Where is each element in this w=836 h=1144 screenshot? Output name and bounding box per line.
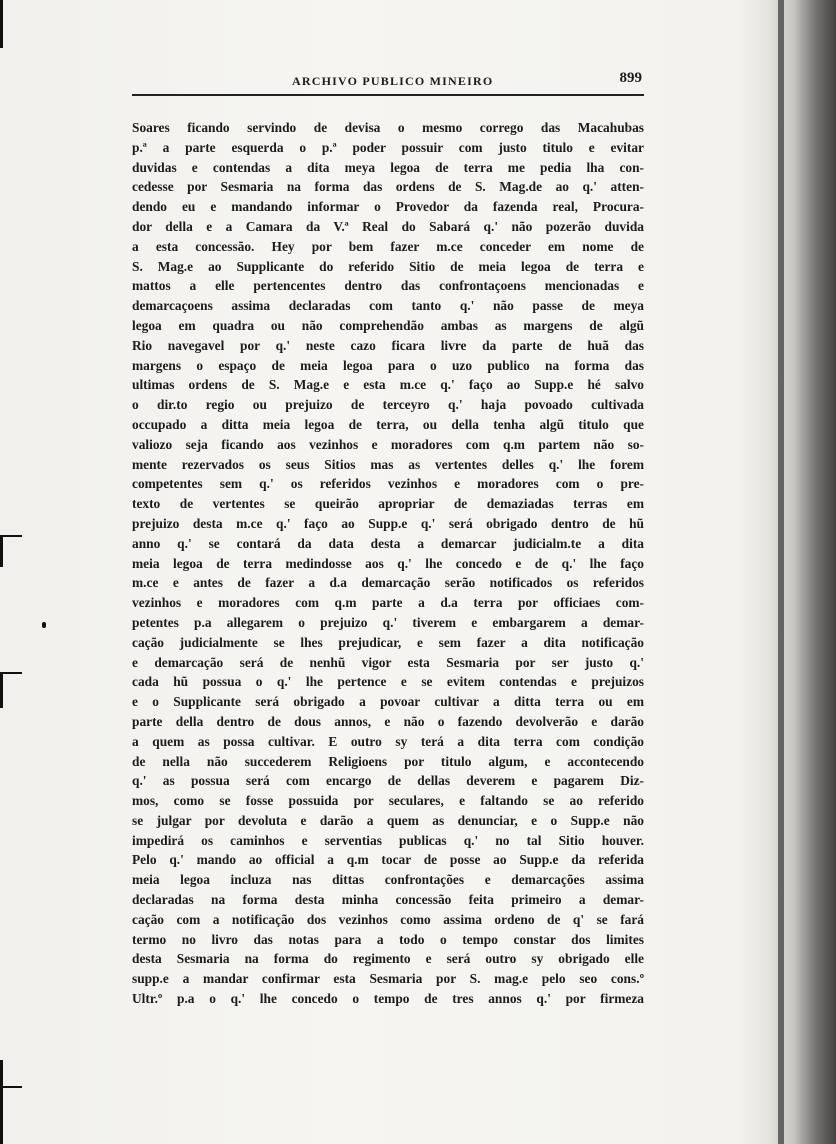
running-head: ARCHIVO PUBLICO MINEIRO [292,74,494,88]
body-text [132,118,644,1009]
margin-mark [0,1086,22,1088]
text-line: mattos a elle pertencentes dentro das confrontaçoens mencionadas e [132,278,644,294]
text-line: dendo eu e mandando informar o Provedor da fazenda real, Procura- [132,199,644,215]
text-line: p.ª a parte esquerda o p.ª poder possuir com justo titulo e evitar [132,139,644,155]
text-line: duvidas e contendas a dita meya legoa de terra me pedia lha con- [132,159,644,175]
text-line: meia legoa de terra medindosse aos q.' lhe concedo e de q.' lhe faço [132,555,644,571]
margin-dot [42,622,46,628]
text-line: margens o espaço de meia legoa para o uzo publico na forma das [132,357,644,373]
text-line: supp.e a mandar confirmar esta Sesmaria por S. mag.e pelo seo cons.º [132,971,644,987]
text-line: a esta concessão. Hey por bem fazer m.ce conceder em nome de [132,238,644,254]
text-line: prejuizo desta m.ce q.' faço ao Supp.e q.' será obrigado dentro de hũ [132,515,644,531]
text-line: a quem as possa cultivar. E outro sy terá a dita terra com condição [132,733,644,749]
text-line: se julgar por devoluta e darão a quem as denunciar, e o Supp.e não [132,812,644,828]
text-line: impedirá os caminhos e serventias publicas q.' no tal Sitio houver. [132,832,644,848]
text-line: valiozo seja ficando aos vezinhos e moradores com q.m partem não so- [132,436,644,452]
text-line: mente rezervados os seus Sitios mas as vertentes delles q.' lhe forem [132,456,644,472]
text-line: Soares ficando servindo de devisa o mesmo corrego das Macahubas [132,120,644,135]
page-header [132,70,642,94]
margin-mark [0,535,3,567]
text-line: mos, como se fosse possuida por seculares, e faltando se ao referido [132,793,644,809]
margin-mark [0,672,22,674]
text-line: texto de vertentes se queirão apropriar de demaziadas terras em [132,496,644,512]
text-line: legoa em quadra ou não comprehendão ambas as margens de algũ [132,317,644,333]
text-line: S. Mag.e ao Supplicante do referido Sitio de meia legoa de terra e [132,258,644,274]
text-line: demarcaçoens assima declaradas com tanto q.' não passe de meya [132,298,644,314]
text-line: Rio navegavel por q.' neste cazo ficara livre da parte de huã das [132,337,644,353]
text-line: desta Sesmaria na forma do regimento e será outro sy obrigado elle [132,951,644,967]
page-number: 899 [619,70,642,86]
text-line: Pelo q.' mando ao official a q.m tocar de posse ao Supp.e da referida [132,852,644,868]
text-line: o dir.to regio ou prejuizo de terceyro q.' haja povoado cultivada [132,397,644,413]
text-line: de nella não succederem Religioens por titulo algum, e accontecendo [132,753,644,769]
text-line: declaradas na forma desta minha concessão feita primeiro a demar- [132,892,644,908]
book-spine-edge [778,0,784,1144]
text-line: anno q.' se contará da data desta a demarcar judicialm.te a dita [132,535,644,551]
text-line: cação com a notificação dos vezinhos como assima ordeno de q' se fará [132,911,644,927]
margin-mark [0,1060,3,1144]
text-line: cação judicialmente se lhes prejudicar, e sem fazer a dita notificação [132,634,644,650]
text-line: e demarcação será de nenhũ vigor esta Sesmaria por ser justo q.' [132,654,644,670]
header-rule [132,94,644,96]
text-line: meia legoa incluza nas dittas confrontações e demarcações assima [132,872,644,888]
text-line: ultimas ordens de S. Mag.e e esta m.ce q.' faço ao Supp.e hé salvo [132,377,644,393]
text-line: dor della e a Camara da V.ª Real do Sabará q.' não pozerão duvida [132,218,644,234]
margin-mark [0,0,3,48]
text-line: q.' as possua será com encargo de dellas deverem e pagarem Diz- [132,773,644,789]
text-line: e o Supplicante será obrigado a povoar cultivar a ditta terra ou em [132,694,644,710]
text-line: Ultr.º p.a o q.' lhe concedo o tempo de tres annos q.' por firmeza [132,991,644,1007]
book-spine-shadow [766,0,836,1144]
margin-mark [0,672,3,708]
margin-mark [0,535,22,537]
text-line: m.ce e antes de fazer a d.a demarcação serão notificados os referidos [132,575,644,591]
text-line: cada hũ possua o q.' lhe pertence e se evitem contendas e prejuizos [132,674,644,690]
text-line: petentes p.a allegarem o prejuizo q.' tiverem e embargarem a demar- [132,614,644,630]
text-line: cedesse por Sesmaria na forma das ordens de S. Mag.de ao q.' atten- [132,179,644,195]
text-line: vezinhos e moradores com q.m parte a d.a terra por officiaes com- [132,595,644,611]
text-line: competentes sem q.' os referidos vezinhos e moradores com o pre- [132,476,644,492]
text-line: occupado a ditta meia legoa de terra, ou della tenha algũ titulo que [132,416,644,432]
text-line: termo no livro das notas para a todo o tempo constar dos limites [132,931,644,947]
text-line: parte della dentro de dous annos, e não o fazendo devolverão e darão [132,713,644,729]
